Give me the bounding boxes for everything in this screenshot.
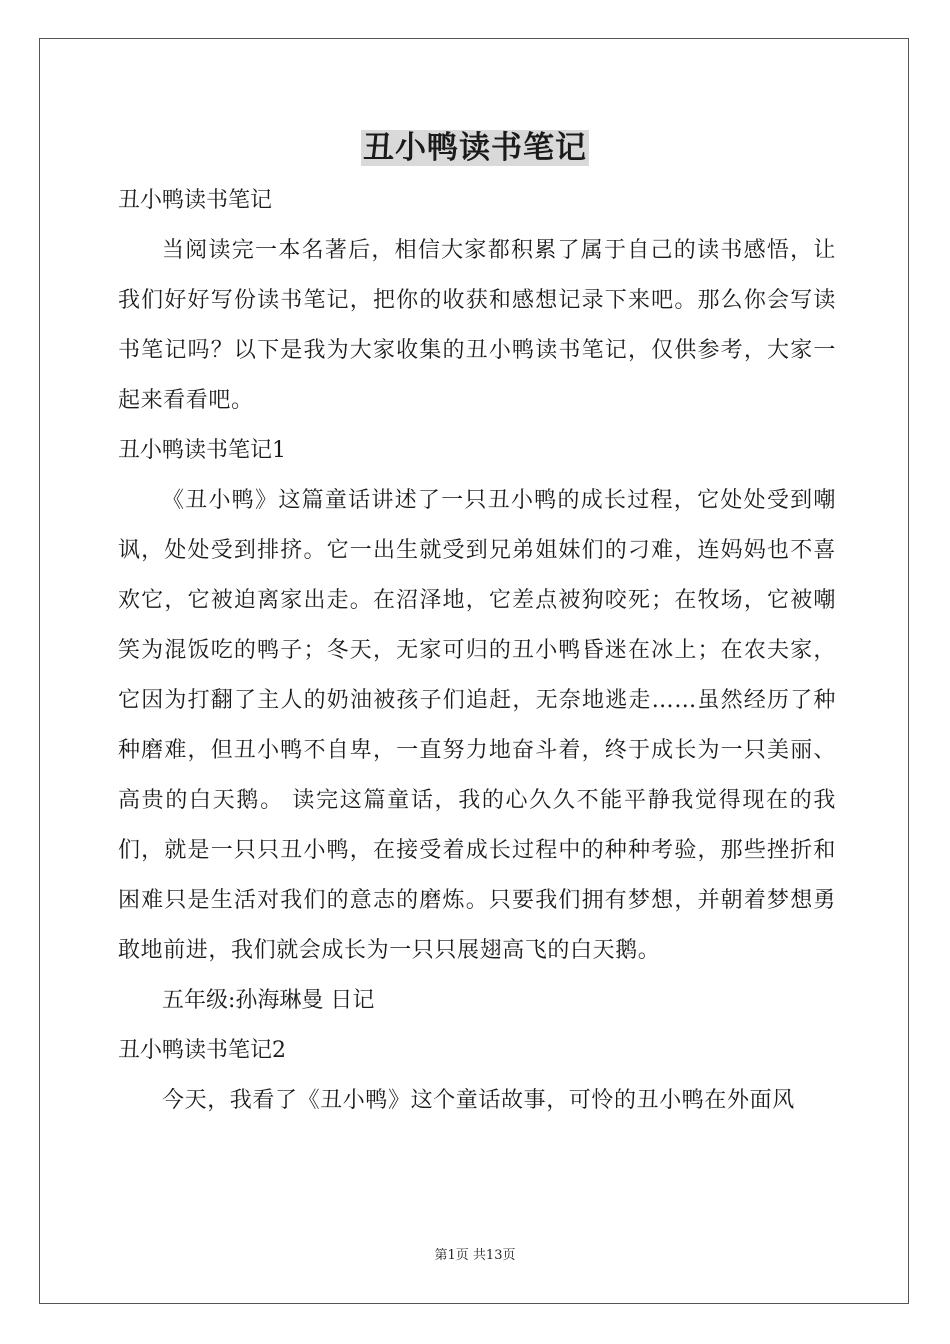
section-heading-2: 丑小鸭读书笔记2	[118, 1038, 286, 1063]
note-2-paragraph: 今天，我看了《丑小鸭》这个童话故事，可怜的丑小鸭在外面风	[162, 1088, 795, 1113]
section-heading-intro: 丑小鸭读书笔记	[118, 188, 273, 213]
document-title	[0, 127, 950, 169]
page-footer: 第1页 共13页	[434, 1248, 516, 1263]
document-body	[118, 176, 836, 1126]
note-1-paragraph: 《丑小鸭》这篇童话讲述了一只丑小鸭的成长过程，它处处受到嘲讽，处处受到排挤。它一出生就受到兄弟姐妹们的刁难，连妈妈也不喜欢它，它被迫离家出走。在沼泽地，它差点被狗咬死；在牧场，它被嘲笑为混饭吃的鸭子；冬天，无家可归的丑小鸭昏迷在冰上；在农夫家，它因为打翻了主人的奶油被孩子们追赶，无奈地逃走……虽然经历了种种磨难，但丑小鸭不自卑，一直努力地奋斗着，终于成长为一只美丽、高贵的白天鹅。 读完这篇童话，我的心久久不能平静我觉得现在的我们，就是一只只丑小鸭，在接受着成长过程中的种种考验，那些挫折和困难只是生活对我们的意志的磨炼。只要我们拥有梦想，并朝着梦想勇敢地前进，我们就会成长为一只只展翅高飞的白天鹅。	[118, 488, 836, 963]
intro-paragraph: 当阅读完一本名著后，相信大家都积累了属于自己的读书感悟，让我们好好写份读书笔记，把你的收获和感想记录下来吧。那么你会写读书笔记吗？以下是我为大家收集的丑小鸭读书笔记，仅供参考，大家一起来看看吧。	[118, 238, 836, 413]
document-title-text: 丑小鸭读书笔记	[363, 130, 587, 166]
section-heading-1: 丑小鸭读书笔记1	[118, 438, 286, 463]
author-signature: 五年级:孙海琳曼 日记	[162, 988, 375, 1013]
